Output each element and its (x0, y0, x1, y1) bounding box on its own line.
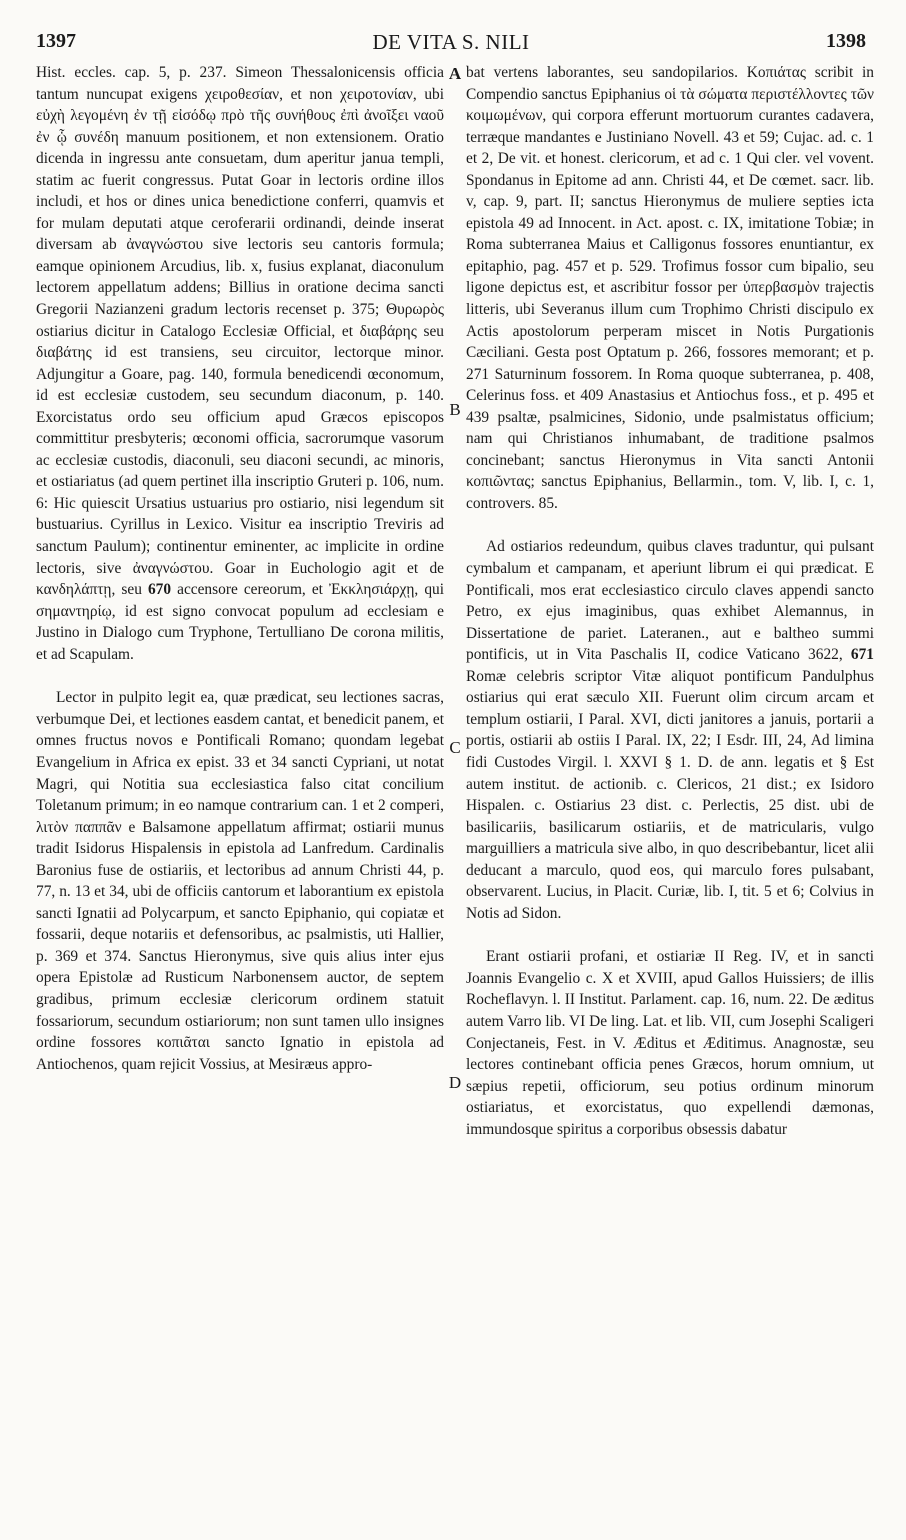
right-paragraph-1: bat vertens laborantes, seu sandopilarios. Κοπιάτας scribit in Compendio sanctus Epiphanius οἱ τὰ σώματα περιστέλλοντες τῶν κοιμωμένων, qui corpora efferunt mortuorum curantes cadavera, terræque mandantes e Justiniano Novell. 43 et 59; Cujac. ad. c. 1 et 2, De vit. et honest. clericorum, et ad c. 1 Qui cler. vel vovent. Spondanus in Epitome ad ann. Christi 44, et De cœmet. sacr. lib. v, cap. 9, part. II; sanctus Hieronymus de muliere septies icta epistola 49 ad Innocent. in Act. apost. c. IX, imitatione Tobiæ; in Roma subterranea Maius et Calligonus fossores enuntiantur, ex epitaphio, pag. 457 et p. 529. Trofimus fossor cum bipalio, seu ligone depictus est, et ascribitur fossor per ὑπερβασμὸν trajectis litteris, ubi Severanus illum cum Trophimo Christi discipulo ex Actis apostolorum perperam miscet in Notis Purgationis Cæciliani. Gesta post Optatum p. 266, fossores memorant; et p. 271 Saturninum fossorem. In Roma quoque subterranea, p. 408, Celerinus foss. et 409 Anastasius et Antiochus foss., et p. 495 et 439 psaltæ, psalmicines, Sidonio, unde psalmistatus officium; nam qui Christianos inhumabant, de traditione psalmos concinebant; sanctus Hieronymus in Vita sancti Antonii κοπιῶντας; sanctus Epiphanius, Bellarmin., tom. V, lib. I, c. 1, controvers. 85. (466, 64, 874, 512)
left-paragraph-2: Lector in pulpito legit ea, quæ prædicat, seu lectiones sacras, verbumque Dei, et lectiones easdem cantat, et benedicit panem, et omnes fructus novos e Pontificali Romano; quondam legebat Evangelium in Africa ex epist. 33 et 34 sancti Cypriani, ut notat Magri, qui Notitia sua ecclesiastica falso citat concilium Toletanum primum; in eo namque contrarium can. 1 et 2 comperi, λιτὸν παππᾶν e Balsamone appellatum affirmat; ostiarii munus tradit Isidorus Hispalensis in epistola ad Lanfredum. Cardinalis Baronius fuse de ostiariis, et lectoribus ad annum Christi 44, p. 77, n. 13 et 34, ubi de officiis cantorum et laborantium ex epistola sancti Ignatii ad Polycarpum, et sancto Epiphanio, qui copiatæ et fossarii, deque notariis et defensoribus, ac psalmistis, uti Hallier, p. 369 et 374. Sanctus Hieronymus, sive quis alius inter ejus opera Epistolæ ad Rusticum Narbonensem auctor, de septem gradibus, primum ecclesiæ clericorum ordinem statuit fossariorum, secundum ostiariorum; non sunt tamen ullo insignes ordine fossores κοπιᾶται sancto Ignatio in epistola ad Antiochenos, quam rejicit Vossius, at Mesiræus appro- (36, 689, 444, 1073)
margin-letter-c: C (449, 738, 461, 757)
right-paragraph-3: Erant ostiarii profani, et ostiariæ II Reg. IV, et in sancti Joannis Evangelio c. X et XVIII, apud Gallos Huissiers; de illis Rocheflavyn. l. II Institut. Parlament. cap. 16, num. 22. De æditus autem Varro lib. VI De ling. Lat. et lib. VII, cum Josephi Scaligeri Conjectaneis, Fest. in V. Æditus et Æditimus. Anagnostæ, seu lectores continebant officia penes Græcos, horum omnium, ut sæpius repetii, officiorum, seu potius ordinum minorum ostiariatus, et exorcistatus, quo expellendi dæmonas, immundosque spiritus a corporibus obsessis dabatur (466, 948, 874, 1138)
column-number-671: 671 (850, 646, 874, 664)
right-paragraph-2 (466, 536, 874, 924)
margin-letter-d: D (448, 1073, 462, 1092)
right-paragraph-2-tail: Romæ celebris scriptor Vitæ aliquot pontificum Pandulphus ostiarius qui erat sæculo XII. Fuerunt olim circum arcam et templum ostiarii, I Paral. XVI, dicti janitores a januis, portarii a portis, ostiarii ab ostiis I Paral. IX, 22; I Esdr. III, 24, Ad limina fidi Custodes Virgil. l. XXVI § 1. D. de ann. legatis et § Est autem institut. de actionib. c. Clericos, 21 dist.; ex Isidoro Hispalen. c. Ostiarius 23 dist. c. Perlectis, 25 dist. ubi de basilicariis, basilicarum ostiariis, et de matricularis, vulgo marguilliers a matricula sive albo, in quo describebantur, licet alii deducant a marculo, quod eos, qui marculo fores pulsabant, observarent. Lucius, in Placit. Curiæ, lib. I, tit. 5 et 6; Colvius in Notis ad Sidon. (466, 667, 874, 922)
right-paragraph-2-text: Ad ostiarios redeundum, quibus claves traduntur, qui pulsant cymbalum et campanam, et aperiunt librum ei qui prædicat. E Pontificali, mos erat ecclesiastico circulo claves appendi sancto Petro, ex ejus imaginibus, quas exhibet Alemannus, in Dissertatione de pariet. Lateranen., aut e baltheo summi pontificis, ut in Vita Paschalis II, codice Vaticano 3622, (466, 538, 874, 664)
page-number-right: 1398 (826, 30, 866, 52)
column-number-670: 670 (147, 581, 172, 599)
running-title: DE VITA S. NILI (372, 30, 530, 54)
margin-letter-a: A (448, 64, 462, 83)
margin-letter-b: B (449, 400, 461, 419)
left-column (36, 62, 444, 1512)
left-paragraph-1-tail: accensore cereorum, et Ἐκκλησιάρχῃ, qui σημαντηρίῳ, id est signo convocat populum ad ecclesiam e Justino in Dialogo cum Tryphone, Tertulliano De corona militis, et ad Scapulam. (36, 581, 444, 663)
page-header (36, 30, 866, 60)
left-paragraph-1 (36, 62, 444, 665)
right-column (466, 62, 874, 1512)
page-number-left: 1397 (36, 30, 76, 52)
left-paragraph-1-text: Hist. eccles. cap. 5, p. 237. Simeon Thessalonicensis officia tantum nuncupat exigens χειροθεσίαν, et non χειροτονίαν, ubi εὐχὴ λεγομένη ἐν τῇ εἰσόδῳ πρὸ τῆς συνήθους ἐπὶ ἀνοῖξει ναοῦ ἐν ᾧ συνέδη manuum positionem, et non extensionem. Oratio dicenda in ingressu ante consuetam, dum aperitur janua templi, statim ac fuerit congressus. Putat Goar in lectoris ordine illos includi, et hos or dines unica benedictione conferri, quamvis et for mulam deputati atque ceroferarii ordinandi, deinde inserat diversam ab ἀναγνώστου sive lectoris seu cantoris formula; eamque opinionem Arcudius, lib. x, fusius explanat, diaconulum lectorem appellatum addens; Billius in oratione decima sancti Gregorii Nazianzeni gradum lectoris recenset p. 375; Θυρωρὸς ostiarius dicitur in Catalogo Ecclesiæ Official, et διαβάρης seu διαβάτης id est transiens, seu circuitor, lectorque minor. Adjungitur a Goare, pag. 140, formula benedicendi œconomum, id est ecclesiæ custodem, seu secundum diaconum, p. 140. Exorcistatus ordo seu officium apud Græcos episcopos committitur presbyteris; œconomi officia, sacrorumque vasorum ac ecclesiæ custodis, diaconuli, seu diaconi secundi, ac minoris, et ostiariatus (ad quem pertinet illa inscriptio Gruteri p. 106, num. 6: Hic quiescit Ursatius ustuarius pro ostiario, nisi legendum sit bustuarius. Cyrillus in Lexico. Visitur ea inscriptio Treviris ad sanctum Paulum); continentur eminenter, ac implicite in ordine lectoris, sive ἀναγνώστου. Goar in Euchologio agit et de κανδηλάπτῃ, seu (36, 64, 444, 599)
